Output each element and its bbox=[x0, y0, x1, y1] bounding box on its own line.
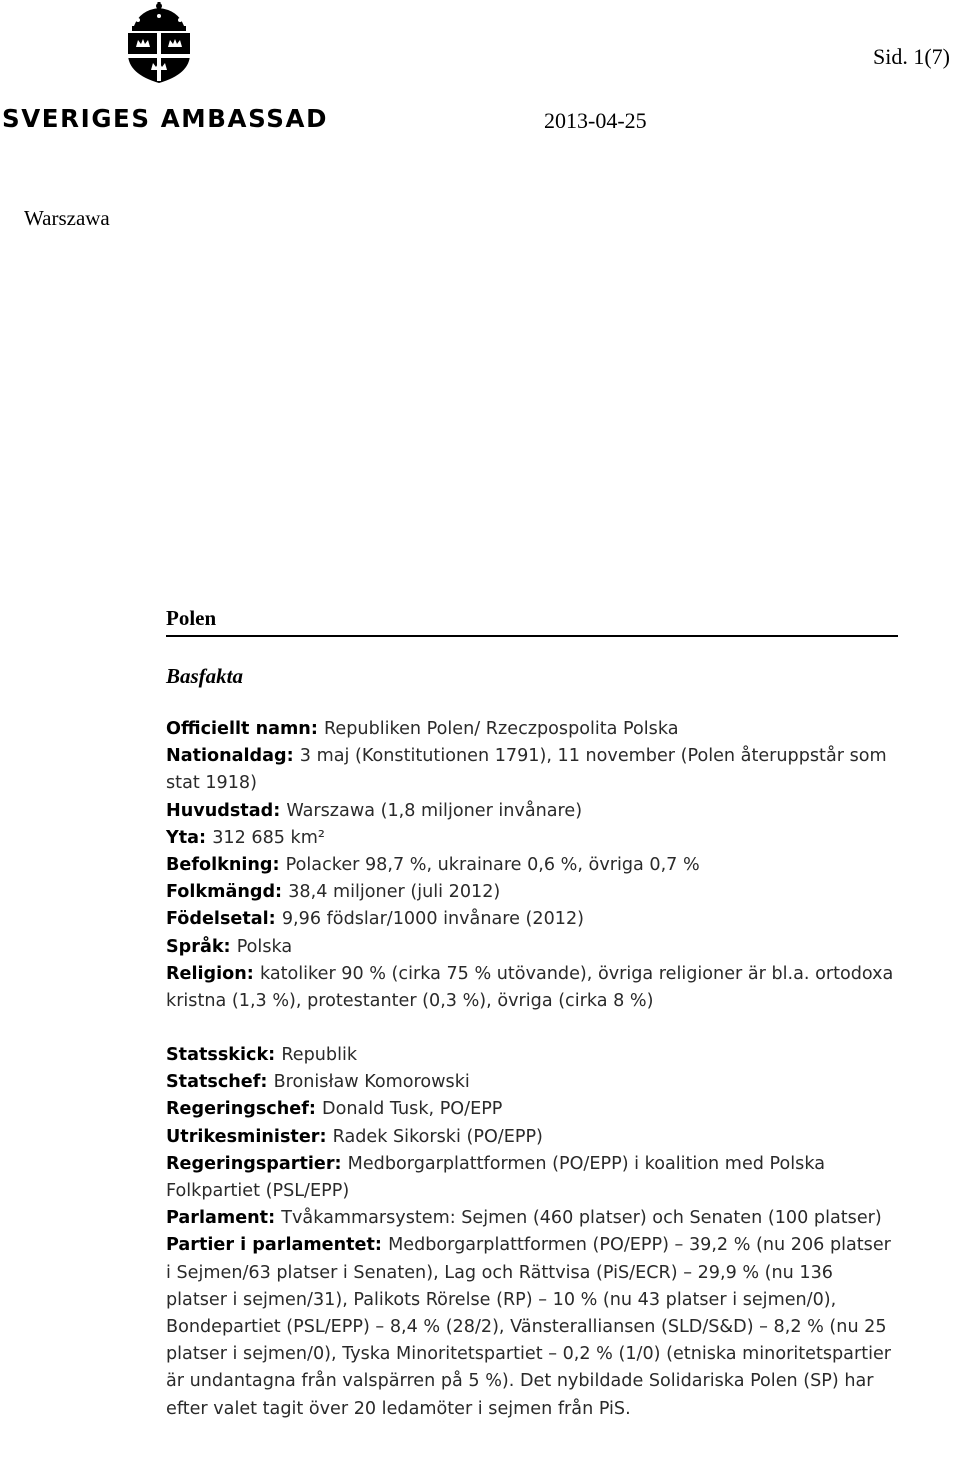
fact-value: Warszawa (1,8 miljoner invånare) bbox=[286, 800, 583, 821]
fact-head-of-state bbox=[166, 1069, 898, 1096]
fact-capital bbox=[166, 798, 898, 825]
section-heading: Basfakta bbox=[166, 664, 244, 688]
fact-language bbox=[166, 934, 898, 961]
fact-value: katoliker 90 % (cirka 75 % utövande), övriga religioner är bl.a. ortodoxa kristna (1,3 %), protestanter (0,3 %), övriga (cirka 8 %) bbox=[166, 963, 894, 1012]
fact-value: Republiken Polen/ Rzeczpospolita Polska bbox=[324, 719, 679, 739]
fact-separator: : bbox=[273, 800, 287, 821]
fact-label: Parlament bbox=[166, 1208, 269, 1229]
sender-city: Warszawa bbox=[24, 206, 110, 230]
fact-separator: : bbox=[268, 1208, 282, 1229]
fact-separator: : bbox=[268, 1045, 282, 1065]
fact-birth-rate bbox=[166, 906, 898, 933]
fact-separator: : bbox=[275, 882, 289, 903]
fact-national-day bbox=[166, 743, 898, 797]
fact-foreign-minister bbox=[166, 1124, 898, 1151]
basic-facts-list bbox=[166, 716, 898, 1015]
fact-value: Radek Sikorski (PO/EPP) bbox=[332, 1126, 543, 1147]
fact-value: 312 685 km² bbox=[212, 827, 325, 848]
fact-separator: : bbox=[260, 1072, 274, 1093]
fact-value: Medborgarplattformen (PO/EPP) – 39,2 % (nu 206 platser i Sejmen/63 platser i Senaten), Lag och Rättvisa (PiS/ECR) – 29,9 % (nu 136 platser i sejmen/31), Palikots Rörelse (RP) – 10 % (nu 43 platser i sejmen/0), Bondepartiet (PSL/EPP) – 8,4 % (28/2), Vänsteralliansen (SLD/S&D) – 8,2 % (nu 25 platser i sejmen/0), Tyska Minoritetspartiet – 0,2 % (1/0) (etniska minoritetspartier är undantagna från valspärren på 5 %). Det nybildade Solidariska Polen (SP) har efter valet tagit över 20 ledamöter i sejmen från PiS. bbox=[166, 1235, 892, 1419]
fact-separator: : bbox=[199, 827, 213, 848]
fact-label: Regeringspartier bbox=[166, 1153, 335, 1174]
fact-label: Statschef bbox=[166, 1072, 261, 1093]
fact-label: Födelsetal bbox=[166, 909, 269, 930]
fact-value: Medborgarplattformen (PO/EPP) i koalition med Polska Folkpartiet (PSL/EPP) bbox=[166, 1153, 825, 1202]
fact-label: Befolkning: bbox=[166, 855, 280, 876]
fact-area bbox=[166, 825, 898, 852]
fact-separator: : bbox=[334, 1153, 348, 1174]
fact-value: 9,96 födslar/1000 invånare (2012) bbox=[281, 909, 585, 930]
fact-separator: : bbox=[268, 909, 282, 930]
fact-label: Officiellt namn bbox=[166, 719, 311, 739]
fact-population-count bbox=[166, 879, 898, 906]
embassy-logo bbox=[0, 0, 329, 140]
fact-parliament bbox=[166, 1205, 898, 1232]
fact-value: Republik bbox=[281, 1045, 358, 1065]
fact-label: Religion bbox=[166, 963, 247, 984]
fact-parties-in-parliament bbox=[166, 1232, 898, 1422]
fact-value: 38,4 miljoner (juli 2012) bbox=[288, 882, 501, 903]
fact-value: Bronisław Komorowski bbox=[273, 1072, 470, 1093]
fact-separator: : bbox=[374, 1235, 389, 1256]
fact-value: Donald Tusk, PO/EPP bbox=[322, 1099, 503, 1120]
fact-label: Utrikesminister: bbox=[166, 1126, 327, 1147]
fact-separator: : bbox=[310, 719, 324, 739]
fact-official-name bbox=[166, 716, 898, 743]
fact-population bbox=[166, 852, 898, 879]
politics-facts-list bbox=[166, 1042, 898, 1423]
fact-value: Polacker 98,7 %, ukrainare 0,6 %, övriga 0,7 % bbox=[285, 855, 700, 876]
fact-value: 3 maj (Konstitutionen 1791), 11 november (Polen återuppstår som stat 1918) bbox=[166, 746, 887, 794]
fact-religion bbox=[166, 961, 898, 1015]
fact-label: Yta bbox=[166, 827, 200, 848]
fact-label: Nationaldag: bbox=[166, 746, 294, 767]
fact-form-of-government bbox=[166, 1042, 898, 1069]
fact-separator: : bbox=[223, 936, 237, 957]
document-title: Polen bbox=[166, 606, 898, 637]
royal-coat-of-arms-icon bbox=[120, 2, 198, 84]
fact-label: Språk bbox=[166, 936, 224, 957]
fact-value: Polska bbox=[236, 936, 293, 957]
document-date: 2013-04-25 bbox=[544, 108, 647, 133]
fact-head-of-government bbox=[166, 1096, 898, 1123]
fact-label: Statsskick bbox=[166, 1045, 269, 1065]
logo-wordmark: SVERIGES AMBASSAD bbox=[2, 104, 329, 133]
fact-government-parties bbox=[166, 1151, 898, 1205]
fact-separator: : bbox=[308, 1099, 323, 1120]
fact-label: Partier i parlamentet bbox=[166, 1235, 375, 1256]
fact-value: Tvåkammarsystem: Sejmen (460 platser) och Senaten (100 platser) bbox=[281, 1208, 882, 1229]
fact-label: Huvudstad bbox=[166, 800, 274, 821]
fact-separator: : bbox=[246, 963, 260, 984]
fact-label: Folkmängd bbox=[166, 882, 276, 903]
page-number: Sid. 1(7) bbox=[873, 44, 950, 69]
fact-label: Regeringschef bbox=[166, 1099, 309, 1120]
